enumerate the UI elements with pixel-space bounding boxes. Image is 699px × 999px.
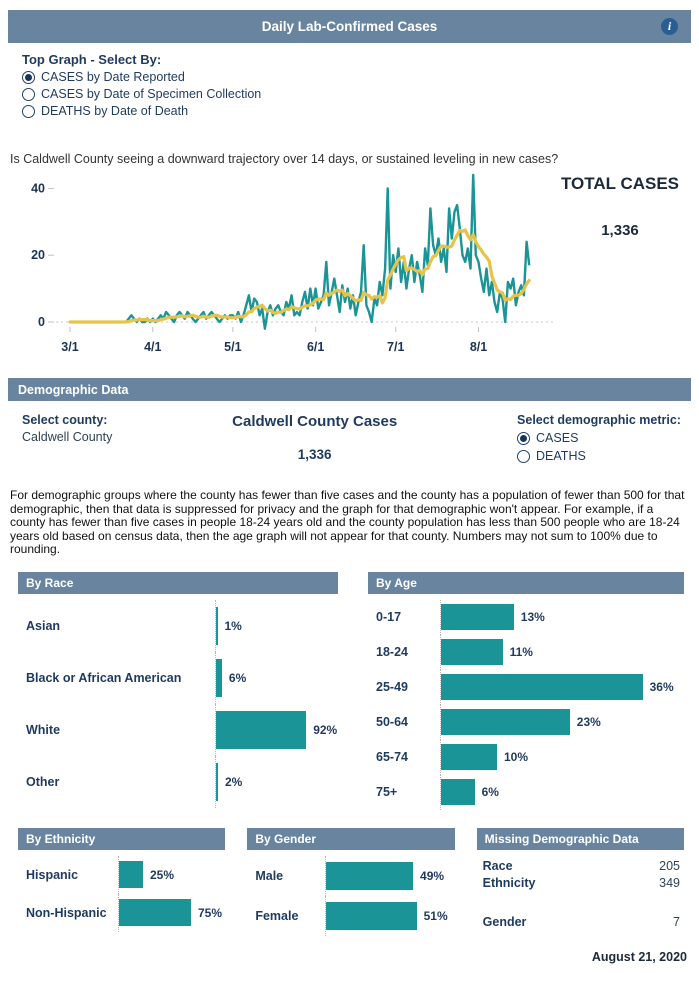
by-gender-panel xyxy=(247,828,454,936)
county-cases-title: Caldwell County Cases xyxy=(232,413,398,430)
app-header xyxy=(8,10,691,43)
radio-metric-cases[interactable] xyxy=(517,431,681,445)
bar-track xyxy=(325,856,454,896)
svg-text:0: 0 xyxy=(38,315,45,329)
radio-metric-deaths[interactable] xyxy=(517,449,681,463)
category-label: 0-17 xyxy=(376,610,402,625)
bar-track xyxy=(440,740,684,775)
bar-track xyxy=(215,756,338,808)
bar-row xyxy=(247,856,454,896)
missing-demographic-header: Missing Demographic Data xyxy=(477,828,684,850)
svg-text:3/1: 3/1 xyxy=(61,340,79,354)
svg-text:8/1: 8/1 xyxy=(469,340,488,354)
bar-row xyxy=(368,635,684,670)
bar-value-label: 6% xyxy=(481,785,499,800)
category-label: Asian xyxy=(26,618,61,633)
bar-value-label: 75% xyxy=(198,905,223,920)
bar-value-label: 13% xyxy=(520,610,545,625)
radio-button-icon[interactable] xyxy=(517,450,530,463)
radio-label: CASES by Date of Specimen Collection xyxy=(41,87,262,101)
bar-track xyxy=(440,670,684,705)
category-label: White xyxy=(26,722,61,737)
by-race-panel xyxy=(18,572,338,810)
radio-label: CASES by Date Reported xyxy=(41,70,185,84)
by-ethnicity-panel xyxy=(18,828,225,936)
bar[interactable] xyxy=(216,659,222,697)
demographic-data-header: Demographic Data xyxy=(8,378,691,401)
radio-cases-by-specimen-collection[interactable] xyxy=(22,87,699,101)
bar[interactable] xyxy=(216,711,306,749)
by-gender-chart xyxy=(247,850,454,936)
radio-label: DEATHS xyxy=(536,449,586,463)
svg-text:5/1: 5/1 xyxy=(224,340,242,354)
total-cases-value: 1,336 xyxy=(601,222,639,239)
bar-row xyxy=(18,756,338,808)
metric-select-group xyxy=(517,413,681,475)
county-cases-summary xyxy=(232,413,397,475)
bar-row xyxy=(18,652,338,704)
trend-chart-row xyxy=(0,172,699,378)
category-label: 25-49 xyxy=(376,680,408,695)
by-gender-header: By Gender xyxy=(247,828,454,850)
county-cases-value: 1,336 xyxy=(297,447,332,462)
bar[interactable] xyxy=(326,862,413,890)
bar-value-label: 25% xyxy=(150,867,175,882)
report-date: August 21, 2020 xyxy=(591,949,687,964)
bottom-grid xyxy=(18,828,684,936)
bar-row xyxy=(18,600,338,652)
bar-value-label: 23% xyxy=(576,715,601,730)
by-age-panel xyxy=(368,572,684,810)
bar-value-label: 6% xyxy=(228,670,247,685)
bar-row xyxy=(18,704,338,756)
category-label: 75+ xyxy=(376,785,398,800)
bar-row xyxy=(368,670,684,705)
category-label: Male xyxy=(255,868,284,883)
category-label: Black or African American xyxy=(26,670,182,685)
category-label: Other xyxy=(26,774,60,789)
radio-button-icon[interactable] xyxy=(22,105,35,118)
by-ethnicity-header: By Ethnicity xyxy=(18,828,225,850)
bar[interactable] xyxy=(119,899,191,926)
bar-value-label: 11% xyxy=(509,645,533,660)
by-race-header: By Race xyxy=(18,572,338,594)
missing-count-value: 7 xyxy=(673,914,680,929)
svg-text:20: 20 xyxy=(31,248,45,263)
bar[interactable] xyxy=(326,902,416,930)
svg-text:7/1: 7/1 xyxy=(387,340,405,354)
radio-button-icon[interactable] xyxy=(22,71,35,84)
bar-track xyxy=(215,652,338,704)
missing-demographic-panel xyxy=(477,828,684,936)
bar-row xyxy=(368,775,684,810)
svg-text:40: 40 xyxy=(31,181,45,196)
bar-value-label: 49% xyxy=(420,868,445,883)
daily-cases-line-chart[interactable] xyxy=(0,172,565,367)
missing-data-row xyxy=(477,873,684,890)
info-icon[interactable]: i xyxy=(661,18,678,35)
bar[interactable] xyxy=(441,744,497,770)
radio-button-icon[interactable] xyxy=(517,432,530,445)
bar-value-label: 51% xyxy=(423,908,448,923)
category-label: 18-24 xyxy=(376,645,408,660)
privacy-disclaimer: For demographic groups where the county has fewer than five cases and the county has a population of fewer than 500 for that demographic, then that data is suppressed for privacy and the graph for that demographic won't appear. For example, if a county has fewer than five cases in people 18-24 years old and the county population has less than 500 people who are 18-24 years old based on census data, then the age graph will not appear for that county. Numbers may not sum to 100% due to rounding. xyxy=(10,488,685,557)
category-label: Female xyxy=(255,908,299,923)
missing-count-value: 349 xyxy=(659,875,680,890)
bar-value-label: 2% xyxy=(225,774,243,789)
missing-category-label: Gender xyxy=(482,914,527,929)
bar-track xyxy=(440,705,684,740)
bar-row xyxy=(18,894,225,932)
bar-value-label: 92% xyxy=(313,722,338,737)
top-graph-selector-heading: Top Graph - Select By: xyxy=(22,52,162,67)
bar-track xyxy=(325,896,454,936)
bar-row xyxy=(368,705,684,740)
bar[interactable] xyxy=(216,763,218,801)
missing-count-value: 205 xyxy=(659,858,680,873)
bar-track xyxy=(118,856,225,894)
demographic-controls xyxy=(22,413,681,475)
page-title: Daily Lab-Confirmed Cases xyxy=(261,19,438,34)
total-cases-label: TOTAL CASES xyxy=(560,174,680,193)
by-ethnicity-chart xyxy=(18,850,225,932)
radio-deaths-by-date-of-death[interactable] xyxy=(22,104,699,118)
race-age-grid xyxy=(18,572,684,810)
by-age-chart xyxy=(368,594,684,810)
bar[interactable] xyxy=(441,779,475,805)
missing-data-row xyxy=(477,856,684,873)
by-age-header: By Age xyxy=(368,572,684,594)
category-label: Hispanic xyxy=(26,867,79,882)
bar-value-label: 10% xyxy=(504,750,529,765)
select-county-label: Select county: xyxy=(22,413,108,427)
bar[interactable] xyxy=(441,674,643,700)
radio-label: DEATHS by Date of Death xyxy=(41,104,189,118)
bar[interactable] xyxy=(441,604,514,630)
category-label: 50-64 xyxy=(376,715,408,730)
bar-track xyxy=(440,635,684,670)
missing-category-label: Ethnicity xyxy=(482,875,536,890)
bar-value-label: 1% xyxy=(224,618,242,633)
bar[interactable] xyxy=(216,607,218,645)
missing-category-label: Race xyxy=(482,858,513,873)
bar[interactable] xyxy=(441,639,503,665)
total-cases-block xyxy=(551,174,689,239)
by-race-chart xyxy=(18,594,338,808)
bar[interactable] xyxy=(119,861,143,888)
bar[interactable] xyxy=(441,709,570,735)
bar-row xyxy=(368,740,684,775)
select-metric-label: Select demographic metric: xyxy=(517,413,681,427)
svg-text:6/1: 6/1 xyxy=(306,340,325,354)
bar-track xyxy=(215,704,338,756)
top-graph-selector xyxy=(22,52,699,118)
county-select-group xyxy=(22,413,112,475)
bar-row xyxy=(247,896,454,936)
bar-row xyxy=(368,600,684,635)
bar-track xyxy=(215,600,338,652)
trajectory-question: Is Caldwell County seeing a downward trajectory over 14 days, or sustained leveling in new cases? xyxy=(10,152,559,166)
bar-track xyxy=(440,775,684,810)
county-select[interactable]: Caldwell County xyxy=(22,430,113,444)
svg-text:4/1: 4/1 xyxy=(144,340,162,354)
radio-cases-by-date-reported[interactable] xyxy=(22,70,699,84)
missing-demographic-table xyxy=(477,850,684,929)
category-label: Non-Hispanic xyxy=(26,905,107,920)
radio-button-icon[interactable] xyxy=(22,88,35,101)
category-label: 65-74 xyxy=(376,750,408,765)
missing-data-row xyxy=(477,912,684,929)
bar-value-label: 36% xyxy=(649,680,674,695)
bar-track xyxy=(440,600,684,635)
radio-label: CASES xyxy=(536,431,579,445)
bar-row xyxy=(18,856,225,894)
bar-track xyxy=(118,894,225,932)
